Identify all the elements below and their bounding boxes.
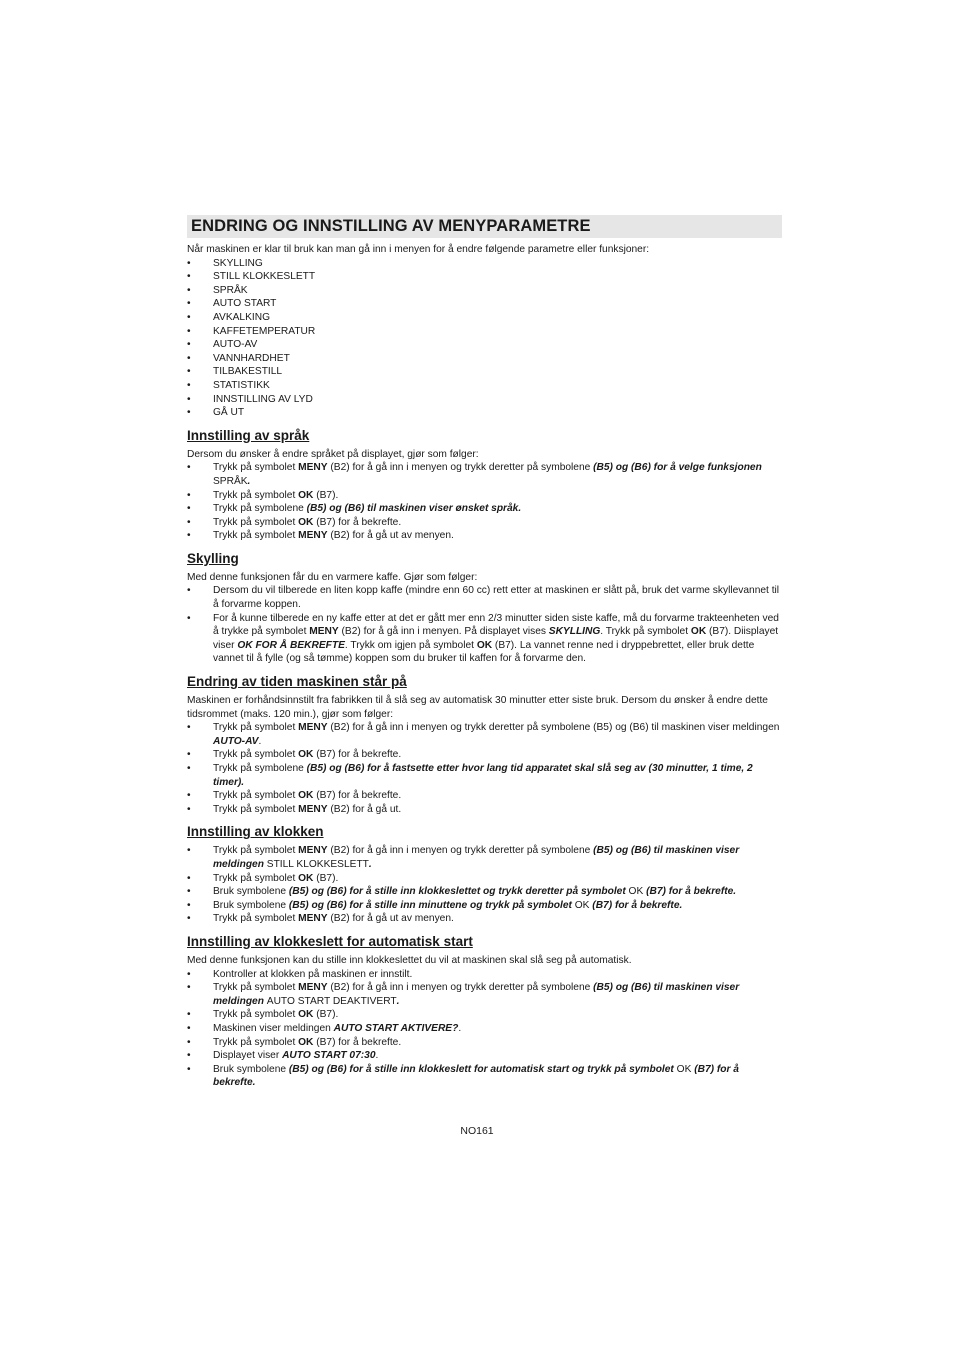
display-message: (B5) og (B6) for å velge funksjonen — [593, 462, 762, 474]
list-item: • Trykk på symbolet OK (B7). — [187, 872, 782, 886]
list-item: • Trykk på symbolet OK (B7). — [187, 1008, 782, 1022]
display-message: (B5) og (B6) til maskinen viser ønsket språk. — [306, 503, 522, 515]
button-symbol: OK — [298, 872, 314, 884]
list-item: • For å kunne tilberede en ny kaffe etter at det er gått mer enn 2/3 minutter siden siste kaffe, må du forvarme trakteenheten ved å trykke på symbolet MENY (B2) for å gå inn i menyen. På displayet vises SKYLLING. Trykk på symbolet OK (B7). Diisplayet viser OK FOR Å BEKREFTE. Trykk om igjen på symbolet OK (B7). La vannet renne ned i dryppebrettet, eller bruk dette vannet til å fylle (og så tømme) koppen som du bruker til kaffen for å forvarme den. — [187, 612, 782, 666]
list-item: • INNSTILLING AV LYD — [187, 393, 782, 407]
button-symbol: OK — [298, 489, 314, 501]
list-item: • Dersom du vil tilberede en liten kopp kaffe (mindre enn 60 cc) rett etter at maskinen er slått på, bruk det varme skyllevannet til å forvarme koppen. — [187, 584, 782, 611]
page-title: ENDRING OG INNSTILLING AV MENYPARAMETRE — [187, 215, 782, 238]
list-item: • GÅ UT — [187, 406, 782, 420]
list-item: • STILL KLOKKESLETT — [187, 270, 782, 284]
list-item: • Trykk på symbolet OK (B7) for å bekrefte. — [187, 1036, 782, 1050]
list-item: • AUTO-AV — [187, 338, 782, 352]
button-symbol: OK — [476, 639, 493, 651]
display-message: AUTO-AV — [213, 735, 259, 747]
list-item: • Displayet viser AUTO START 07:30. — [187, 1049, 782, 1063]
intro-text: Når maskinen er klar til bruk kan man gå inn i menyen for å endre følgende parametre eller funksjoner: — [187, 244, 650, 255]
list-item: • Trykk på symbolet MENY (B2) for å gå inn i menyen og trykk deretter på symbolene (B5) og (B6) til maskinen viser meldingen STILL KLOKKESLETT. — [187, 844, 782, 871]
section-intro-rinse: Med denne funksjonen får du en varmere kaffe. Gjør som følger: — [187, 571, 478, 583]
button-symbol: MENY — [298, 913, 328, 925]
display-message: OK FOR Å BEKREFTE — [237, 639, 345, 651]
list-item: • Trykk på symbolet MENY (B2) for å gå ut av menyen. — [187, 912, 782, 926]
button-symbol: OK — [298, 1009, 314, 1021]
button-symbol: OK — [298, 1036, 314, 1048]
section-title-autostart: Innstilling av klokkeslett for automatisk start — [187, 933, 473, 949]
list-item: • Trykk på symbolet MENY (B2) for å gå ut. — [187, 803, 782, 817]
parameter-list — [187, 257, 782, 420]
section-title-rinse: Skylling — [187, 550, 239, 566]
display-message: (B7) for å bekrefte. — [589, 899, 683, 911]
list-item: • SKYLLING — [187, 257, 782, 271]
display-message: (B5) og (B6) for å stille inn klokkeslettet og trykk deretter på symbolet — [288, 886, 629, 898]
button-symbol: MENY — [298, 803, 328, 815]
display-message: (B5) og (B6) til maskinen viser meldingen — [213, 845, 740, 870]
language-steps — [187, 461, 782, 543]
list-item: • Trykk på symbolet MENY (B2) for å gå ut av menyen. — [187, 529, 782, 543]
list-item: • Trykk på symbolet MENY (B2) for å gå inn i menyen og trykk deretter på symbolene (B5) og (B6) for å velge funksjonen SPRÅK. — [187, 461, 782, 488]
display-message: (B5) og (B6) til maskinen viser meldingen — [213, 982, 740, 1007]
button-symbol: MENY — [298, 530, 328, 542]
page-number: NO161 — [460, 1125, 494, 1137]
display-message: . — [368, 858, 372, 870]
display-message: (B7) for å bekrefte. — [213, 1063, 739, 1089]
display-message: SKYLLING — [548, 626, 601, 638]
clock-steps — [187, 844, 782, 926]
list-item: • KAFFETEMPERATUR — [187, 325, 782, 339]
list-item: • SPRÅK — [187, 284, 782, 298]
list-item: • Trykk på symbolet MENY (B2) for å gå inn i menyen og trykk deretter på symbolene (B5) og (B6) til maskinen viser meldingen AUTO START DEAKTIVERT. — [187, 981, 782, 1008]
list-item: • STATISTIKK — [187, 379, 782, 393]
button-symbol: MENY — [298, 845, 328, 857]
list-item: • Bruk symbolene (B5) og (B6) for å stille inn klokkeslettet og trykk deretter på symbolet OK (B7) for å bekrefte. — [187, 885, 782, 899]
button-symbol: MENY — [298, 722, 328, 734]
section-intro-language: Dersom du ønsker å endre språket på displayet, gjør som følger: — [187, 448, 479, 460]
autostart-steps — [187, 968, 782, 1090]
list-item: • AUTO START — [187, 297, 782, 311]
list-item: • Kontroller at klokken på maskinen er innstilt. — [187, 968, 782, 982]
list-item: • Trykk på symbolet OK (B7) for å bekrefte. — [187, 748, 782, 762]
section-title-language: Innstilling av språk — [187, 427, 310, 443]
button-symbol: OK — [298, 516, 314, 528]
display-message: (B5) og (B6) for å stille inn klokkeslett for automatisk start og trykk på symbolet — [288, 1063, 677, 1075]
section-intro-autooff: Maskinen er forhåndsinnstilt fra fabrikken til å slå seg av automatisk 30 minutter etter siste bruk. Dersom du ønsker å endre dette tidsrommet (maks. 120 min.), gjør som følger: — [187, 695, 768, 720]
document-page — [187, 215, 782, 1090]
display-message: . — [396, 995, 400, 1007]
list-item: • Trykk på symbolet OK (B7) for å bekrefte. — [187, 516, 782, 530]
display-message: AUTO START AKTIVERE? — [333, 1022, 459, 1034]
list-item: • TILBAKESTILL — [187, 365, 782, 379]
section-title-autooff: Endring av tiden maskinen står på — [187, 674, 407, 690]
display-message: AUTO START 07:30 — [282, 1050, 376, 1062]
list-item: • Bruk symbolene (B5) og (B6) for å stille inn minuttene og trykk på symbolet OK (B7) for å bekrefte. — [187, 899, 782, 913]
section-intro-autostart: Med denne funksjonen kan du stille inn klokkeslettet du vil at maskinen skal slå seg på automatisk. — [187, 954, 632, 966]
list-item: • Trykk på symbolet MENY (B2) for å gå inn i menyen og trykk deretter på symbolene (B5) og (B6) til maskinen viser meldingen AUTO-AV. — [187, 721, 782, 748]
button-symbol: OK — [298, 749, 314, 761]
list-item: • Maskinen viser meldingen AUTO START AKTIVERE?. — [187, 1022, 782, 1036]
list-item: • Trykk på symbolene (B5) og (B6) til maskinen viser ønsket språk. — [187, 502, 782, 516]
button-symbol: MENY — [309, 626, 339, 638]
list-item: • Bruk symbolene (B5) og (B6) for å stille inn klokkeslett for automatisk start og trykk på symbolet OK (B7) for å bekrefte. — [187, 1063, 782, 1090]
rinse-steps — [187, 584, 782, 666]
display-message: (B5) og (B6) for å stille inn minuttene og trykk på symbolet — [288, 899, 575, 911]
autooff-steps — [187, 721, 782, 816]
button-symbol: MENY — [298, 462, 328, 474]
button-symbol: OK — [298, 790, 314, 802]
list-item: • VANNHARDHET — [187, 352, 782, 366]
button-symbol: MENY — [298, 982, 328, 994]
list-item: • Trykk på symbolet OK (B7) for å bekrefte. — [187, 789, 782, 803]
button-symbol: OK — [690, 626, 707, 638]
display-message: (B5) og (B6) for å fastsette etter hvor lang tid apparatet skal slå seg av (30 minutter, 1 time, 2 timer). — [213, 763, 753, 788]
display-message: . — [247, 475, 251, 487]
list-item: • AVKALKING — [187, 311, 782, 325]
display-message: (B7) for å bekrefte. — [643, 886, 737, 898]
list-item: • Trykk på symbolene (B5) og (B6) for å fastsette etter hvor lang tid apparatet skal slå seg av (30 minutter, 1 time, 2 timer). — [187, 762, 782, 789]
section-title-clock: Innstilling av klokken — [187, 824, 324, 840]
list-item: • Trykk på symbolet OK (B7). — [187, 489, 782, 503]
